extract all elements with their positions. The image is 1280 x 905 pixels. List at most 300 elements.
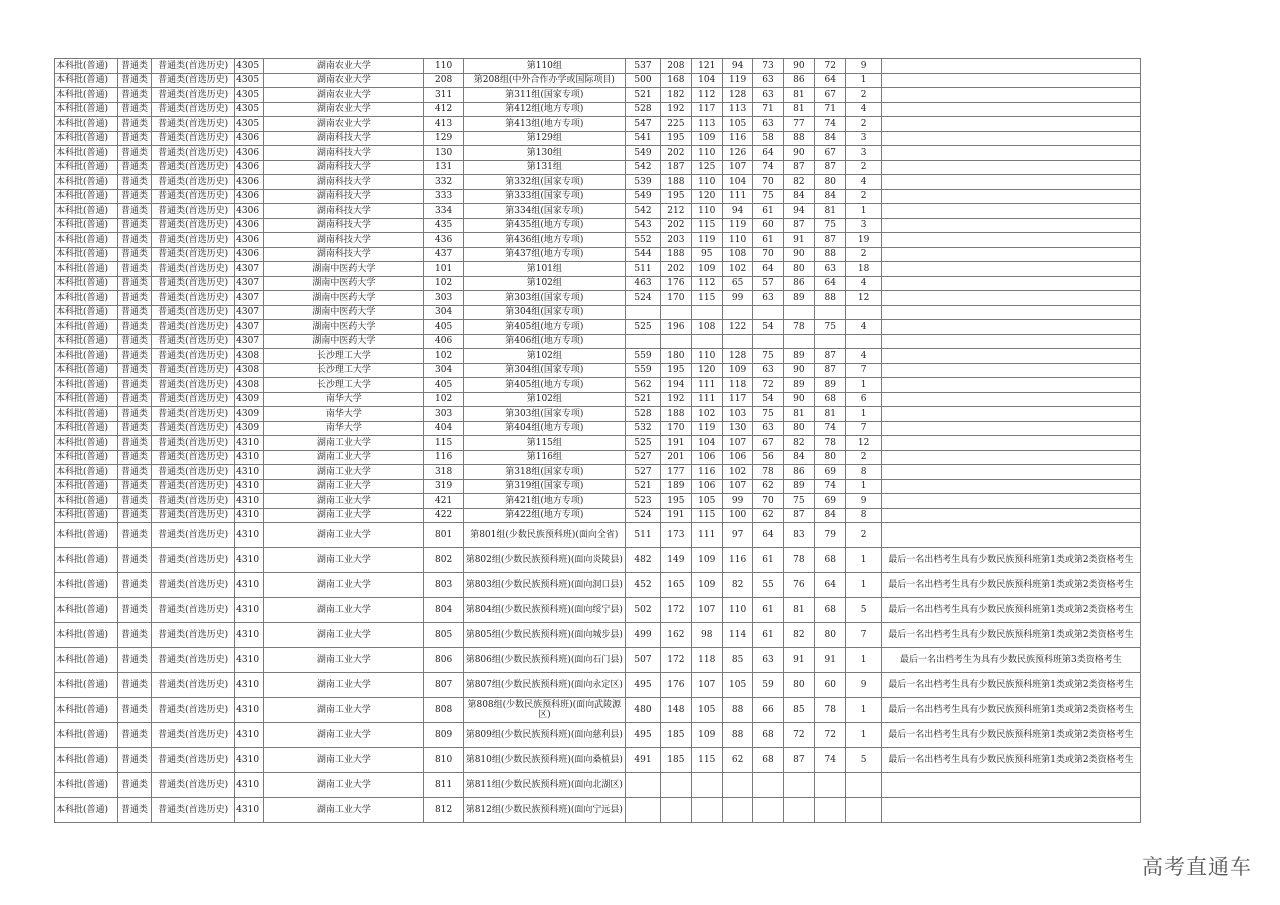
chinese-score-cell: 202 — [661, 146, 691, 161]
math-score-cell: 110 — [691, 146, 722, 161]
english-score-cell — [722, 798, 752, 823]
school-name-cell: 湖南工业大学 — [264, 723, 424, 748]
remark-cell — [881, 465, 1140, 480]
group-name-cell: 第811组(少数民族预科班)(面向北湖区) — [463, 773, 625, 798]
category-cell: 普通类 — [117, 698, 151, 723]
watermark-logo-text: 高考直通车 — [1142, 855, 1252, 879]
total-score-cell: 562 — [625, 378, 660, 393]
chinese-score-cell: 177 — [661, 465, 691, 480]
rank-cell: 3 — [846, 218, 881, 233]
group-name-cell: 第116组 — [463, 450, 625, 465]
school-code-cell: 4309 — [235, 392, 264, 407]
subject3-score-cell: 84 — [815, 189, 846, 204]
school-code-cell: 4308 — [235, 349, 264, 364]
chinese-score-cell: 149 — [661, 548, 691, 573]
subject2-score-cell: 81 — [783, 102, 814, 117]
subject1-score-cell: 63 — [753, 421, 783, 436]
school-name-cell: 湖南科技大学 — [264, 247, 424, 262]
chinese-score-cell: 195 — [661, 363, 691, 378]
subject-type-cell: 普通类(首选历史) — [152, 305, 235, 320]
rank-cell: 19 — [846, 233, 881, 248]
subject3-score-cell: 81 — [815, 204, 846, 219]
subject-type-cell: 普通类(首选历史) — [152, 160, 235, 175]
school-name-cell: 湖南科技大学 — [264, 146, 424, 161]
total-score-cell: 539 — [625, 175, 660, 190]
rank-cell: 2 — [846, 247, 881, 262]
subject-type-cell: 普通类(首选历史) — [152, 189, 235, 204]
rank-cell: 1 — [846, 204, 881, 219]
school-name-cell: 湖南工业大学 — [264, 548, 424, 573]
group-name-cell: 第304组(国家专项) — [463, 363, 625, 378]
rank-cell: 1 — [846, 648, 881, 673]
remark-cell — [881, 88, 1140, 103]
subject3-score-cell: 75 — [815, 218, 846, 233]
group-code-cell: 808 — [424, 698, 463, 723]
group-name-cell: 第805组(少数民族预科班)(面向城步县) — [463, 623, 625, 648]
total-score-cell: 521 — [625, 392, 660, 407]
group-name-cell: 第810组(少数民族预科班)(面向桑植县) — [463, 748, 625, 773]
group-name-cell: 第406组(地方专项) — [463, 334, 625, 349]
rank-cell: 2 — [846, 117, 881, 132]
subject2-score-cell: 90 — [783, 146, 814, 161]
school-code-cell: 4308 — [235, 378, 264, 393]
english-score-cell — [722, 334, 752, 349]
group-name-cell: 第129组 — [463, 131, 625, 146]
category-cell: 普通类 — [117, 117, 151, 132]
batch-cell: 本科批(普通) — [55, 378, 118, 393]
school-name-cell: 湖南中医药大学 — [264, 305, 424, 320]
english-score-cell: 128 — [722, 88, 752, 103]
chinese-score-cell: 196 — [661, 320, 691, 335]
total-score-cell: 547 — [625, 117, 660, 132]
subject1-score-cell: 64 — [753, 262, 783, 277]
english-score-cell: 82 — [722, 573, 752, 598]
subject1-score-cell: 54 — [753, 392, 783, 407]
school-code-cell: 4310 — [235, 623, 264, 648]
english-score-cell: 62 — [722, 748, 752, 773]
table-row — [55, 508, 1141, 523]
subject3-score-cell: 91 — [815, 648, 846, 673]
batch-cell: 本科批(普通) — [55, 465, 118, 480]
subject2-score-cell — [783, 334, 814, 349]
subject1-score-cell: 61 — [753, 233, 783, 248]
subject1-score-cell: 60 — [753, 218, 783, 233]
chinese-score-cell: 225 — [661, 117, 691, 132]
remark-cell: 最后一名出档考生具有少数民族预科班第1类或第2类资格考生 — [881, 598, 1140, 623]
group-code-cell: 303 — [424, 407, 463, 422]
chinese-score-cell: 176 — [661, 673, 691, 698]
english-score-cell: 99 — [722, 494, 752, 509]
rank-cell — [846, 798, 881, 823]
table-row — [55, 160, 1141, 175]
math-score-cell: 105 — [691, 494, 722, 509]
group-name-cell: 第110组 — [463, 59, 625, 74]
school-code-cell: 4307 — [235, 305, 264, 320]
school-code-cell: 4310 — [235, 798, 264, 823]
group-code-cell: 319 — [424, 479, 463, 494]
subject-type-cell: 普通类(首选历史) — [152, 436, 235, 451]
total-score-cell: 480 — [625, 698, 660, 723]
math-score-cell: 115 — [691, 508, 722, 523]
math-score-cell: 118 — [691, 648, 722, 673]
school-code-cell: 4310 — [235, 548, 264, 573]
table-row — [55, 421, 1141, 436]
subject1-score-cell: 75 — [753, 407, 783, 422]
subject2-score-cell: 78 — [783, 548, 814, 573]
group-name-cell: 第802组(少数民族预科班)(面向炎陵县) — [463, 548, 625, 573]
table-row — [55, 73, 1141, 88]
chinese-score-cell: 188 — [661, 247, 691, 262]
remark-cell: 最后一名出档考生具有少数民族预科班第1类或第2类资格考生 — [881, 623, 1140, 648]
rank-cell: 9 — [846, 673, 881, 698]
chinese-score-cell: 208 — [661, 59, 691, 74]
rank-cell: 1 — [846, 573, 881, 598]
group-code-cell: 130 — [424, 146, 463, 161]
subject2-score-cell: 85 — [783, 698, 814, 723]
rank-cell: 7 — [846, 363, 881, 378]
category-cell: 普通类 — [117, 320, 151, 335]
english-score-cell: 126 — [722, 146, 752, 161]
category-cell: 普通类 — [117, 673, 151, 698]
math-score-cell — [691, 773, 722, 798]
english-score-cell: 107 — [722, 436, 752, 451]
batch-cell: 本科批(普通) — [55, 131, 118, 146]
subject2-score-cell: 81 — [783, 88, 814, 103]
school-name-cell: 湖南科技大学 — [264, 175, 424, 190]
subject-type-cell: 普通类(首选历史) — [152, 218, 235, 233]
chinese-score-cell: 168 — [661, 73, 691, 88]
batch-cell: 本科批(普通) — [55, 117, 118, 132]
table-row — [55, 723, 1141, 748]
remark-cell — [881, 276, 1140, 291]
english-score-cell: 116 — [722, 131, 752, 146]
school-code-cell: 4306 — [235, 160, 264, 175]
batch-cell: 本科批(普通) — [55, 218, 118, 233]
category-cell: 普通类 — [117, 465, 151, 480]
subject3-score-cell: 64 — [815, 276, 846, 291]
subject3-score-cell: 80 — [815, 623, 846, 648]
school-name-cell: 湖南中医药大学 — [264, 320, 424, 335]
chinese-score-cell — [661, 305, 691, 320]
batch-cell: 本科批(普通) — [55, 723, 118, 748]
school-name-cell: 湖南工业大学 — [264, 673, 424, 698]
subject1-score-cell: 63 — [753, 291, 783, 306]
table-row — [55, 479, 1141, 494]
batch-cell: 本科批(普通) — [55, 204, 118, 219]
total-score-cell: 495 — [625, 673, 660, 698]
english-score-cell — [722, 773, 752, 798]
school-code-cell: 4310 — [235, 673, 264, 698]
batch-cell: 本科批(普通) — [55, 598, 118, 623]
subject3-score-cell: 79 — [815, 523, 846, 548]
school-code-cell: 4309 — [235, 407, 264, 422]
remark-cell — [881, 773, 1140, 798]
table-row — [55, 218, 1141, 233]
subject-type-cell: 普通类(首选历史) — [152, 175, 235, 190]
remark-cell — [881, 798, 1140, 823]
math-score-cell: 107 — [691, 598, 722, 623]
group-code-cell: 436 — [424, 233, 463, 248]
table-row — [55, 189, 1141, 204]
rank-cell: 1 — [846, 378, 881, 393]
english-score-cell: 94 — [722, 204, 752, 219]
school-name-cell: 湖南工业大学 — [264, 623, 424, 648]
category-cell: 普通类 — [117, 723, 151, 748]
rank-cell: 1 — [846, 723, 881, 748]
group-code-cell: 102 — [424, 276, 463, 291]
category-cell: 普通类 — [117, 421, 151, 436]
subject2-score-cell: 83 — [783, 523, 814, 548]
total-score-cell: 524 — [625, 291, 660, 306]
subject-type-cell: 普通类(首选历史) — [152, 320, 235, 335]
chinese-score-cell: 201 — [661, 450, 691, 465]
batch-cell: 本科批(普通) — [55, 349, 118, 364]
group-code-cell: 116 — [424, 450, 463, 465]
math-score-cell: 109 — [691, 723, 722, 748]
subject2-score-cell: 80 — [783, 673, 814, 698]
math-score-cell: 121 — [691, 59, 722, 74]
school-code-cell: 4306 — [235, 218, 264, 233]
remark-cell — [881, 218, 1140, 233]
subject1-score-cell: 74 — [753, 160, 783, 175]
school-code-cell: 4307 — [235, 334, 264, 349]
group-name-cell: 第435组(地方专项) — [463, 218, 625, 233]
group-name-cell: 第412组(地方专项) — [463, 102, 625, 117]
math-score-cell: 115 — [691, 218, 722, 233]
subject-type-cell: 普通类(首选历史) — [152, 748, 235, 773]
group-name-cell: 第422组(地方专项) — [463, 508, 625, 523]
school-code-cell: 4307 — [235, 276, 264, 291]
total-score-cell: 452 — [625, 573, 660, 598]
math-score-cell: 108 — [691, 320, 722, 335]
total-score-cell: 502 — [625, 598, 660, 623]
table-row — [55, 146, 1141, 161]
subject-type-cell: 普通类(首选历史) — [152, 465, 235, 480]
group-code-cell: 406 — [424, 334, 463, 349]
group-code-cell: 404 — [424, 421, 463, 436]
category-cell: 普通类 — [117, 479, 151, 494]
total-score-cell: 511 — [625, 523, 660, 548]
total-score-cell: 549 — [625, 146, 660, 161]
total-score-cell: 543 — [625, 218, 660, 233]
remark-cell — [881, 450, 1140, 465]
school-name-cell: 湖南科技大学 — [264, 218, 424, 233]
subject3-score-cell: 74 — [815, 117, 846, 132]
school-code-cell: 4306 — [235, 247, 264, 262]
total-score-cell: 528 — [625, 102, 660, 117]
category-cell: 普通类 — [117, 773, 151, 798]
school-name-cell: 长沙理工大学 — [264, 363, 424, 378]
remark-cell — [881, 305, 1140, 320]
group-name-cell: 第319组(国家专项) — [463, 479, 625, 494]
rank-cell: 18 — [846, 262, 881, 277]
school-code-cell: 4305 — [235, 117, 264, 132]
rank-cell: 1 — [846, 479, 881, 494]
category-cell: 普通类 — [117, 59, 151, 74]
category-cell: 普通类 — [117, 508, 151, 523]
subject2-score-cell: 81 — [783, 407, 814, 422]
school-code-cell: 4310 — [235, 523, 264, 548]
school-code-cell: 4306 — [235, 131, 264, 146]
rank-cell: 1 — [846, 698, 881, 723]
chinese-score-cell: 187 — [661, 160, 691, 175]
english-score-cell: 109 — [722, 363, 752, 378]
subject2-score-cell: 77 — [783, 117, 814, 132]
subject1-score-cell — [753, 798, 783, 823]
math-score-cell: 110 — [691, 175, 722, 190]
chinese-score-cell: 170 — [661, 291, 691, 306]
rank-cell: 3 — [846, 131, 881, 146]
table-row — [55, 798, 1141, 823]
remark-cell: 最后一名出档考生为具有少数民族预科班第3类资格考生 — [881, 648, 1140, 673]
subject3-score-cell: 72 — [815, 59, 846, 74]
subject-type-cell: 普通类(首选历史) — [152, 407, 235, 422]
school-name-cell: 湖南农业大学 — [264, 117, 424, 132]
english-score-cell: 110 — [722, 598, 752, 623]
subject3-score-cell: 80 — [815, 175, 846, 190]
english-score-cell: 97 — [722, 523, 752, 548]
batch-cell: 本科批(普通) — [55, 392, 118, 407]
subject3-score-cell: 74 — [815, 748, 846, 773]
subject2-score-cell: 90 — [783, 363, 814, 378]
chinese-score-cell: 194 — [661, 378, 691, 393]
group-code-cell: 129 — [424, 131, 463, 146]
group-code-cell: 803 — [424, 573, 463, 598]
batch-cell: 本科批(普通) — [55, 623, 118, 648]
school-name-cell: 湖南工业大学 — [264, 798, 424, 823]
rank-cell: 2 — [846, 523, 881, 548]
rank-cell: 8 — [846, 465, 881, 480]
remark-cell: 最后一名出档考生具有少数民族预科班第1类或第2类资格考生 — [881, 723, 1140, 748]
remark-cell — [881, 320, 1140, 335]
subject1-score-cell: 57 — [753, 276, 783, 291]
group-code-cell: 812 — [424, 798, 463, 823]
group-code-cell: 405 — [424, 320, 463, 335]
chinese-score-cell: 203 — [661, 233, 691, 248]
remark-cell: 最后一名出档考生具有少数民族预科班第1类或第2类资格考生 — [881, 698, 1140, 723]
subject2-score-cell: 88 — [783, 131, 814, 146]
subject2-score-cell: 89 — [783, 378, 814, 393]
school-code-cell: 4305 — [235, 102, 264, 117]
rank-cell: 4 — [846, 320, 881, 335]
total-score-cell — [625, 773, 660, 798]
school-code-cell: 4305 — [235, 88, 264, 103]
subject-type-cell: 普通类(首选历史) — [152, 421, 235, 436]
batch-cell: 本科批(普通) — [55, 73, 118, 88]
group-name-cell: 第804组(少数民族预科班)(面向绥宁县) — [463, 598, 625, 623]
subject-type-cell: 普通类(首选历史) — [152, 598, 235, 623]
group-code-cell: 804 — [424, 598, 463, 623]
subject3-score-cell: 72 — [815, 723, 846, 748]
group-code-cell: 332 — [424, 175, 463, 190]
school-name-cell: 湖南农业大学 — [264, 88, 424, 103]
rank-cell: 2 — [846, 88, 881, 103]
subject2-score-cell: 91 — [783, 648, 814, 673]
school-code-cell: 4309 — [235, 421, 264, 436]
school-name-cell: 湖南工业大学 — [264, 698, 424, 723]
math-score-cell: 125 — [691, 160, 722, 175]
category-cell: 普通类 — [117, 218, 151, 233]
math-score-cell: 119 — [691, 233, 722, 248]
table-row — [55, 623, 1141, 648]
subject-type-cell: 普通类(首选历史) — [152, 131, 235, 146]
remark-cell — [881, 291, 1140, 306]
school-name-cell: 湖南中医药大学 — [264, 262, 424, 277]
remark-cell — [881, 378, 1140, 393]
school-name-cell: 湖南工业大学 — [264, 523, 424, 548]
table-row — [55, 773, 1141, 798]
total-score-cell: 528 — [625, 407, 660, 422]
english-score-cell: 100 — [722, 508, 752, 523]
subject3-score-cell: 88 — [815, 291, 846, 306]
school-name-cell: 湖南农业大学 — [264, 59, 424, 74]
batch-cell: 本科批(普通) — [55, 233, 118, 248]
subject-type-cell: 普通类(首选历史) — [152, 102, 235, 117]
subject3-score-cell: 81 — [815, 407, 846, 422]
math-score-cell: 111 — [691, 392, 722, 407]
category-cell: 普通类 — [117, 291, 151, 306]
subject-type-cell: 普通类(首选历史) — [152, 117, 235, 132]
category-cell: 普通类 — [117, 573, 151, 598]
chinese-score-cell: 180 — [661, 349, 691, 364]
subject1-score-cell: 68 — [753, 723, 783, 748]
group-name-cell: 第303组(国家专项) — [463, 291, 625, 306]
subject1-score-cell: 67 — [753, 436, 783, 451]
group-name-cell: 第130组 — [463, 146, 625, 161]
math-score-cell: 107 — [691, 673, 722, 698]
school-code-cell: 4305 — [235, 73, 264, 88]
subject3-score-cell: 78 — [815, 436, 846, 451]
school-code-cell: 4307 — [235, 320, 264, 335]
subject2-score-cell: 89 — [783, 349, 814, 364]
remark-cell — [881, 262, 1140, 277]
group-name-cell: 第806组(少数民族预科班)(面向石门县) — [463, 648, 625, 673]
batch-cell: 本科批(普通) — [55, 160, 118, 175]
english-score-cell — [722, 305, 752, 320]
english-score-cell: 116 — [722, 548, 752, 573]
subject2-score-cell: 89 — [783, 291, 814, 306]
subject1-score-cell: 63 — [753, 73, 783, 88]
subject2-score-cell: 82 — [783, 436, 814, 451]
chinese-score-cell: 195 — [661, 494, 691, 509]
table-row — [55, 407, 1141, 422]
subject-type-cell: 普通类(首选历史) — [152, 392, 235, 407]
school-name-cell: 湖南中医药大学 — [264, 276, 424, 291]
math-score-cell: 111 — [691, 523, 722, 548]
group-name-cell: 第101组 — [463, 262, 625, 277]
subject1-score-cell — [753, 334, 783, 349]
group-name-cell: 第812组(少数民族预科班)(面向宁远县) — [463, 798, 625, 823]
remark-cell — [881, 204, 1140, 219]
school-code-cell: 4310 — [235, 508, 264, 523]
subject-type-cell: 普通类(首选历史) — [152, 262, 235, 277]
rank-cell: 8 — [846, 508, 881, 523]
school-code-cell: 4307 — [235, 291, 264, 306]
english-score-cell: 102 — [722, 465, 752, 480]
total-score-cell: 495 — [625, 723, 660, 748]
subject2-score-cell: 90 — [783, 392, 814, 407]
subject2-score-cell: 90 — [783, 247, 814, 262]
total-score-cell: 552 — [625, 233, 660, 248]
subject3-score-cell — [815, 798, 846, 823]
batch-cell: 本科批(普通) — [55, 334, 118, 349]
school-code-cell: 4307 — [235, 262, 264, 277]
table-row — [55, 436, 1141, 451]
batch-cell: 本科批(普通) — [55, 648, 118, 673]
subject2-score-cell: 91 — [783, 233, 814, 248]
batch-cell: 本科批(普通) — [55, 276, 118, 291]
subject2-score-cell — [783, 773, 814, 798]
